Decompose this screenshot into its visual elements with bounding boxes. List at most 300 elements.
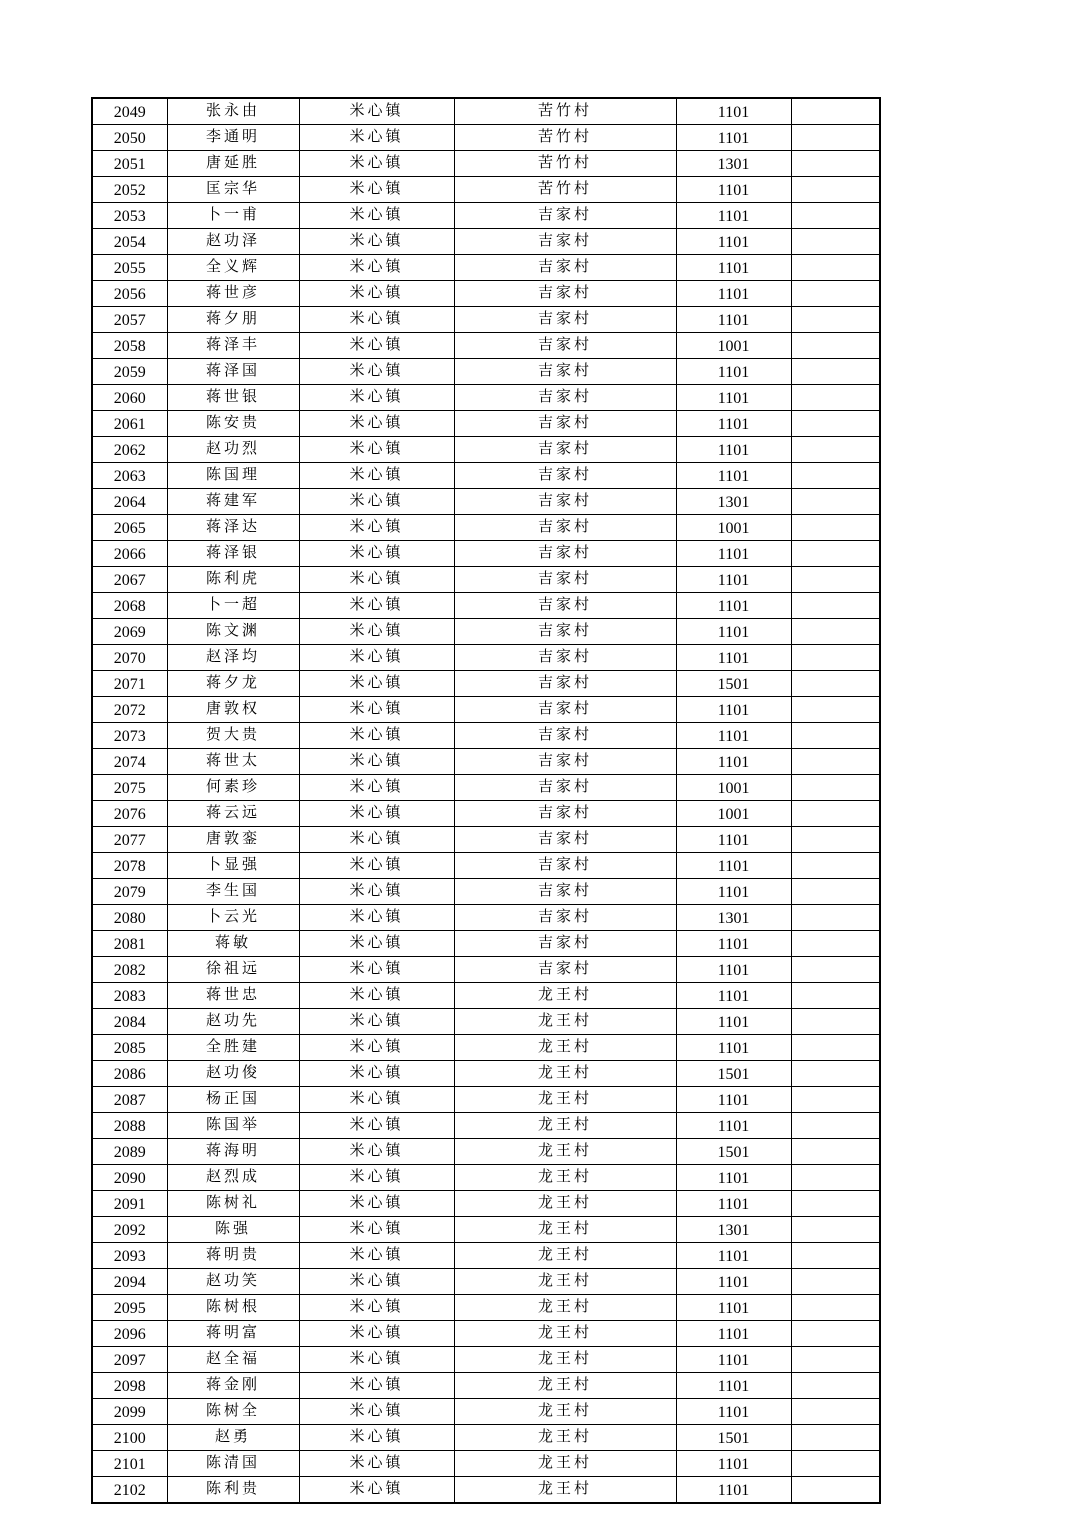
table-row	[92, 1425, 880, 1451]
village-cell: 吉家村	[454, 437, 676, 463]
code-cell: 1101	[676, 983, 791, 1009]
code-cell: 1101	[676, 1165, 791, 1191]
code-cell: 1101	[676, 645, 791, 671]
village-cell: 吉家村	[454, 411, 676, 437]
village-cell: 吉家村	[454, 619, 676, 645]
note-cell	[791, 853, 880, 879]
name-cell: 赵功笑	[167, 1269, 299, 1295]
row-number-cell: 2059	[92, 359, 167, 385]
town-cell: 米心镇	[299, 801, 454, 827]
name-cell: 徐祖远	[167, 957, 299, 983]
name-cell: 蒋世太	[167, 749, 299, 775]
town-cell: 米心镇	[299, 1191, 454, 1217]
village-cell: 龙王村	[454, 1477, 676, 1504]
table-row	[92, 177, 880, 203]
village-cell: 龙王村	[454, 1191, 676, 1217]
code-cell: 1501	[676, 1425, 791, 1451]
table-row	[92, 515, 880, 541]
table-row	[92, 1373, 880, 1399]
row-number-cell: 2051	[92, 151, 167, 177]
note-cell	[791, 489, 880, 515]
town-cell: 米心镇	[299, 125, 454, 151]
table-row	[92, 1139, 880, 1165]
note-cell	[791, 307, 880, 333]
table-row	[92, 1113, 880, 1139]
town-cell: 米心镇	[299, 1269, 454, 1295]
note-cell	[791, 1373, 880, 1399]
name-cell: 赵烈成	[167, 1165, 299, 1191]
code-cell: 1001	[676, 333, 791, 359]
note-cell	[791, 827, 880, 853]
code-cell: 1101	[676, 203, 791, 229]
name-cell: 蒋夕朋	[167, 307, 299, 333]
town-cell: 米心镇	[299, 177, 454, 203]
town-cell: 米心镇	[299, 931, 454, 957]
table-row	[92, 697, 880, 723]
row-number-cell: 2093	[92, 1243, 167, 1269]
village-cell: 吉家村	[454, 307, 676, 333]
table-row	[92, 281, 880, 307]
note-cell	[791, 541, 880, 567]
note-cell	[791, 177, 880, 203]
table-row	[92, 957, 880, 983]
name-cell: 卜一超	[167, 593, 299, 619]
note-cell	[791, 1035, 880, 1061]
name-cell: 赵功俊	[167, 1061, 299, 1087]
code-cell: 1101	[676, 931, 791, 957]
name-cell: 陈利虎	[167, 567, 299, 593]
village-cell: 吉家村	[454, 957, 676, 983]
table-row	[92, 333, 880, 359]
row-number-cell: 2079	[92, 879, 167, 905]
village-cell: 吉家村	[454, 229, 676, 255]
row-number-cell: 2050	[92, 125, 167, 151]
note-cell	[791, 775, 880, 801]
code-cell: 1101	[676, 593, 791, 619]
village-cell: 苦竹村	[454, 151, 676, 177]
village-cell: 吉家村	[454, 723, 676, 749]
village-cell: 吉家村	[454, 593, 676, 619]
town-cell: 米心镇	[299, 307, 454, 333]
village-cell: 吉家村	[454, 775, 676, 801]
town-cell: 米心镇	[299, 983, 454, 1009]
town-cell: 米心镇	[299, 749, 454, 775]
code-cell: 1101	[676, 567, 791, 593]
code-cell: 1301	[676, 1217, 791, 1243]
row-number-cell: 2096	[92, 1321, 167, 1347]
code-cell: 1501	[676, 671, 791, 697]
note-cell	[791, 1113, 880, 1139]
code-cell: 1101	[676, 463, 791, 489]
village-cell: 吉家村	[454, 697, 676, 723]
village-cell: 吉家村	[454, 385, 676, 411]
note-cell	[791, 931, 880, 957]
note-cell	[791, 1087, 880, 1113]
note-cell	[791, 411, 880, 437]
village-cell: 苦竹村	[454, 125, 676, 151]
town-cell: 米心镇	[299, 1165, 454, 1191]
code-cell: 1101	[676, 1243, 791, 1269]
table-row	[92, 619, 880, 645]
code-cell: 1001	[676, 801, 791, 827]
row-number-cell: 2090	[92, 1165, 167, 1191]
name-cell: 蒋世忠	[167, 983, 299, 1009]
note-cell	[791, 1321, 880, 1347]
town-cell: 米心镇	[299, 775, 454, 801]
village-cell: 吉家村	[454, 905, 676, 931]
town-cell: 米心镇	[299, 619, 454, 645]
village-cell: 吉家村	[454, 671, 676, 697]
village-cell: 龙王村	[454, 1243, 676, 1269]
row-number-cell: 2102	[92, 1477, 167, 1504]
name-cell: 陈国举	[167, 1113, 299, 1139]
note-cell	[791, 333, 880, 359]
town-cell: 米心镇	[299, 671, 454, 697]
table-row	[92, 1009, 880, 1035]
table-row	[92, 645, 880, 671]
code-cell: 1101	[676, 1035, 791, 1061]
name-cell: 蒋世彦	[167, 281, 299, 307]
table-row	[92, 775, 880, 801]
note-cell	[791, 463, 880, 489]
name-cell: 赵泽均	[167, 645, 299, 671]
village-cell: 龙王村	[454, 1347, 676, 1373]
note-cell	[791, 1451, 880, 1477]
note-cell	[791, 567, 880, 593]
row-number-cell: 2071	[92, 671, 167, 697]
village-cell: 吉家村	[454, 541, 676, 567]
row-number-cell: 2088	[92, 1113, 167, 1139]
row-number-cell: 2063	[92, 463, 167, 489]
town-cell: 米心镇	[299, 1139, 454, 1165]
town-cell: 米心镇	[299, 1295, 454, 1321]
name-cell: 蒋明富	[167, 1321, 299, 1347]
table-row	[92, 983, 880, 1009]
table-row	[92, 567, 880, 593]
village-cell: 龙王村	[454, 1087, 676, 1113]
row-number-cell: 2070	[92, 645, 167, 671]
row-number-cell: 2075	[92, 775, 167, 801]
row-number-cell: 2064	[92, 489, 167, 515]
name-cell: 全胜建	[167, 1035, 299, 1061]
name-cell: 陈清国	[167, 1451, 299, 1477]
note-cell	[791, 1269, 880, 1295]
village-cell: 吉家村	[454, 853, 676, 879]
name-cell: 蒋世银	[167, 385, 299, 411]
code-cell: 1301	[676, 489, 791, 515]
row-number-cell: 2049	[92, 98, 167, 125]
village-cell: 龙王村	[454, 1165, 676, 1191]
row-number-cell: 2053	[92, 203, 167, 229]
village-cell: 龙王村	[454, 1269, 676, 1295]
town-cell: 米心镇	[299, 281, 454, 307]
code-cell: 1101	[676, 307, 791, 333]
town-cell: 米心镇	[299, 151, 454, 177]
village-cell: 吉家村	[454, 749, 676, 775]
note-cell	[791, 255, 880, 281]
village-cell: 吉家村	[454, 645, 676, 671]
code-cell: 1301	[676, 151, 791, 177]
code-cell: 1101	[676, 1477, 791, 1504]
town-cell: 米心镇	[299, 1425, 454, 1451]
town-cell: 米心镇	[299, 515, 454, 541]
name-cell: 赵功先	[167, 1009, 299, 1035]
name-cell: 蒋夕龙	[167, 671, 299, 697]
village-cell: 吉家村	[454, 359, 676, 385]
town-cell: 米心镇	[299, 723, 454, 749]
name-cell: 蒋金刚	[167, 1373, 299, 1399]
village-cell: 龙王村	[454, 1139, 676, 1165]
town-cell: 米心镇	[299, 541, 454, 567]
row-number-cell: 2057	[92, 307, 167, 333]
note-cell	[791, 671, 880, 697]
code-cell: 1101	[676, 853, 791, 879]
code-cell: 1101	[676, 1347, 791, 1373]
row-number-cell: 2082	[92, 957, 167, 983]
row-number-cell: 2066	[92, 541, 167, 567]
note-cell	[791, 749, 880, 775]
code-cell: 1101	[676, 957, 791, 983]
name-cell: 陈树根	[167, 1295, 299, 1321]
note-cell	[791, 98, 880, 125]
note-cell	[791, 1191, 880, 1217]
name-cell: 陈文渊	[167, 619, 299, 645]
code-cell: 1101	[676, 723, 791, 749]
town-cell: 米心镇	[299, 1113, 454, 1139]
town-cell: 米心镇	[299, 567, 454, 593]
table-row	[92, 1191, 880, 1217]
code-cell: 1101	[676, 229, 791, 255]
name-cell: 蒋明贵	[167, 1243, 299, 1269]
table-row	[92, 905, 880, 931]
table-row	[92, 307, 880, 333]
town-cell: 米心镇	[299, 1321, 454, 1347]
name-cell: 陈国理	[167, 463, 299, 489]
town-cell: 米心镇	[299, 697, 454, 723]
note-cell	[791, 983, 880, 1009]
name-cell: 全义辉	[167, 255, 299, 281]
row-number-cell: 2054	[92, 229, 167, 255]
row-number-cell: 2089	[92, 1139, 167, 1165]
town-cell: 米心镇	[299, 333, 454, 359]
name-cell: 陈安贵	[167, 411, 299, 437]
name-cell: 陈树礼	[167, 1191, 299, 1217]
table-body	[92, 98, 880, 1503]
town-cell: 米心镇	[299, 229, 454, 255]
note-cell	[791, 879, 880, 905]
code-cell: 1101	[676, 98, 791, 125]
village-cell: 吉家村	[454, 827, 676, 853]
row-number-cell: 2060	[92, 385, 167, 411]
name-cell: 杨正国	[167, 1087, 299, 1113]
table-row	[92, 151, 880, 177]
row-number-cell: 2062	[92, 437, 167, 463]
table-row	[92, 1477, 880, 1504]
row-number-cell: 2065	[92, 515, 167, 541]
row-number-cell: 2058	[92, 333, 167, 359]
row-number-cell: 2086	[92, 1061, 167, 1087]
town-cell: 米心镇	[299, 827, 454, 853]
code-cell: 1301	[676, 905, 791, 931]
table-row	[92, 463, 880, 489]
row-number-cell: 2098	[92, 1373, 167, 1399]
table-row	[92, 1165, 880, 1191]
note-cell	[791, 437, 880, 463]
table-row	[92, 671, 880, 697]
town-cell: 米心镇	[299, 905, 454, 931]
note-cell	[791, 1165, 880, 1191]
name-cell: 李生国	[167, 879, 299, 905]
code-cell: 1101	[676, 749, 791, 775]
name-cell: 蒋泽丰	[167, 333, 299, 359]
note-cell	[791, 645, 880, 671]
village-cell: 吉家村	[454, 203, 676, 229]
village-cell: 龙王村	[454, 1009, 676, 1035]
village-cell: 吉家村	[454, 463, 676, 489]
table-row	[92, 931, 880, 957]
row-number-cell: 2056	[92, 281, 167, 307]
name-cell: 李通明	[167, 125, 299, 151]
name-cell: 贺大贵	[167, 723, 299, 749]
town-cell: 米心镇	[299, 1009, 454, 1035]
village-cell: 龙王村	[454, 983, 676, 1009]
village-cell: 龙王村	[454, 1425, 676, 1451]
row-number-cell: 2092	[92, 1217, 167, 1243]
table-row	[92, 593, 880, 619]
code-cell: 1101	[676, 619, 791, 645]
name-cell: 卜云光	[167, 905, 299, 931]
table-row	[92, 411, 880, 437]
name-cell: 蒋云远	[167, 801, 299, 827]
town-cell: 米心镇	[299, 463, 454, 489]
name-cell: 张永由	[167, 98, 299, 125]
code-cell: 1001	[676, 515, 791, 541]
town-cell: 米心镇	[299, 1217, 454, 1243]
name-cell: 唐敦权	[167, 697, 299, 723]
row-number-cell: 2067	[92, 567, 167, 593]
code-cell: 1101	[676, 177, 791, 203]
table-row	[92, 1399, 880, 1425]
note-cell	[791, 203, 880, 229]
name-cell: 卜一甫	[167, 203, 299, 229]
row-number-cell: 2052	[92, 177, 167, 203]
name-cell: 蒋海明	[167, 1139, 299, 1165]
note-cell	[791, 1477, 880, 1504]
code-cell: 1501	[676, 1061, 791, 1087]
note-cell	[791, 593, 880, 619]
note-cell	[791, 151, 880, 177]
code-cell: 1101	[676, 1295, 791, 1321]
town-cell: 米心镇	[299, 1399, 454, 1425]
town-cell: 米心镇	[299, 1243, 454, 1269]
row-number-cell: 2073	[92, 723, 167, 749]
note-cell	[791, 1399, 880, 1425]
code-cell: 1101	[676, 1321, 791, 1347]
row-number-cell: 2080	[92, 905, 167, 931]
note-cell	[791, 385, 880, 411]
code-cell: 1101	[676, 541, 791, 567]
row-number-cell: 2081	[92, 931, 167, 957]
row-number-cell: 2101	[92, 1451, 167, 1477]
table-row	[92, 801, 880, 827]
note-cell	[791, 125, 880, 151]
name-cell: 陈利贵	[167, 1477, 299, 1504]
name-cell: 何素珍	[167, 775, 299, 801]
name-cell: 蒋建军	[167, 489, 299, 515]
code-cell: 1001	[676, 775, 791, 801]
name-cell: 陈强	[167, 1217, 299, 1243]
note-cell	[791, 801, 880, 827]
row-number-cell: 2069	[92, 619, 167, 645]
name-cell: 赵功泽	[167, 229, 299, 255]
village-cell: 吉家村	[454, 489, 676, 515]
note-cell	[791, 723, 880, 749]
row-number-cell: 2068	[92, 593, 167, 619]
roster-table	[91, 97, 881, 1504]
row-number-cell: 2072	[92, 697, 167, 723]
name-cell: 赵勇	[167, 1425, 299, 1451]
town-cell: 米心镇	[299, 1347, 454, 1373]
note-cell	[791, 1425, 880, 1451]
village-cell: 龙王村	[454, 1113, 676, 1139]
village-cell: 苦竹村	[454, 98, 676, 125]
table-row	[92, 203, 880, 229]
table-row	[92, 385, 880, 411]
row-number-cell: 2094	[92, 1269, 167, 1295]
note-cell	[791, 905, 880, 931]
table-row	[92, 1061, 880, 1087]
name-cell: 蒋泽国	[167, 359, 299, 385]
village-cell: 吉家村	[454, 255, 676, 281]
note-cell	[791, 957, 880, 983]
note-cell	[791, 1061, 880, 1087]
town-cell: 米心镇	[299, 853, 454, 879]
note-cell	[791, 1295, 880, 1321]
note-cell	[791, 1139, 880, 1165]
row-number-cell: 2055	[92, 255, 167, 281]
village-cell: 龙王村	[454, 1217, 676, 1243]
table-row	[92, 1087, 880, 1113]
table-row	[92, 437, 880, 463]
town-cell: 米心镇	[299, 437, 454, 463]
row-number-cell: 2091	[92, 1191, 167, 1217]
table-row	[92, 1451, 880, 1477]
village-cell: 龙王村	[454, 1295, 676, 1321]
town-cell: 米心镇	[299, 593, 454, 619]
village-cell: 龙王村	[454, 1035, 676, 1061]
table-row	[92, 879, 880, 905]
village-cell: 吉家村	[454, 515, 676, 541]
note-cell	[791, 359, 880, 385]
town-cell: 米心镇	[299, 957, 454, 983]
village-cell: 苦竹村	[454, 177, 676, 203]
row-number-cell: 2077	[92, 827, 167, 853]
code-cell: 1101	[676, 1009, 791, 1035]
table-row	[92, 1269, 880, 1295]
name-cell: 唐敦銮	[167, 827, 299, 853]
note-cell	[791, 1217, 880, 1243]
code-cell: 1101	[676, 359, 791, 385]
note-cell	[791, 1243, 880, 1269]
name-cell: 蒋敏	[167, 931, 299, 957]
town-cell: 米心镇	[299, 255, 454, 281]
town-cell: 米心镇	[299, 1477, 454, 1504]
code-cell: 1101	[676, 1191, 791, 1217]
table-row	[92, 359, 880, 385]
table-row	[92, 1295, 880, 1321]
name-cell: 赵全福	[167, 1347, 299, 1373]
name-cell: 蒋泽达	[167, 515, 299, 541]
